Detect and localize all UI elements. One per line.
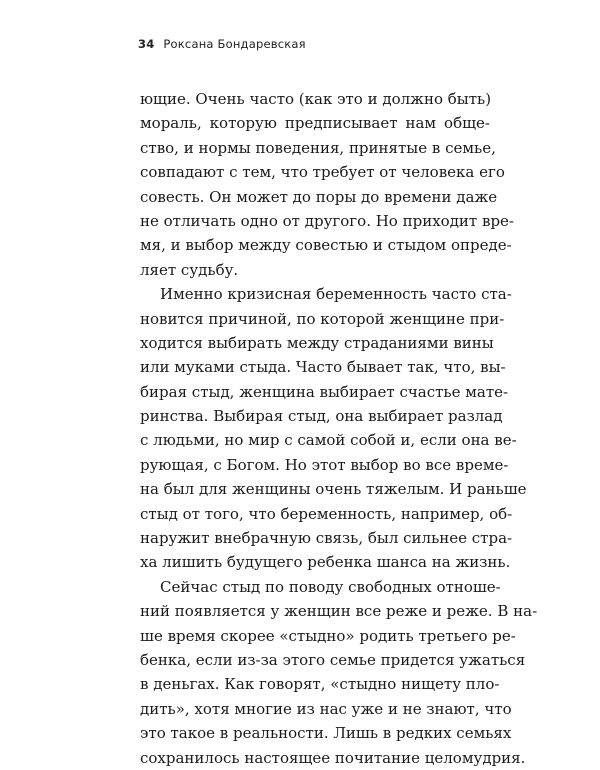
text-line: с людьми, но мир с самой собой и, если она ве- bbox=[140, 431, 517, 450]
text-line: это такое в реальности. Лишь в редких семьях bbox=[140, 724, 512, 743]
running-head bbox=[138, 37, 306, 51]
paragraph-2 bbox=[140, 282, 527, 575]
text-line: наружит внебрачную связь, был сильнее стра- bbox=[140, 529, 513, 548]
text-line: мораль, которую предписывает нам обще- bbox=[140, 114, 490, 133]
text-line: рующая, с Богом. Но этот выбор во все време- bbox=[140, 455, 509, 474]
paragraph-3 bbox=[140, 575, 538, 770]
text-line: мя, и выбор между совестью и стыдом опреде- bbox=[140, 236, 512, 255]
text-line: бирая стыд, женщина выбирает счастье мате- bbox=[140, 382, 509, 401]
text-line: ше время скорее «стыдно» родить третьего ре- bbox=[140, 626, 516, 645]
text-line: ство, и нормы поведения, принятые в семье, bbox=[140, 138, 496, 157]
text-line: совпадают с тем, что требует от человека его bbox=[140, 163, 505, 182]
text-line: новится причиной, по которой женщине при- bbox=[140, 309, 505, 328]
text-line: в деньгах. Как говорят, «стыдно нищету пло- bbox=[140, 675, 500, 694]
text-line: или муками стыда. Часто бывает так, что, вы- bbox=[140, 358, 506, 377]
text-line: ющие. Очень часто (как это и должно быть) bbox=[140, 90, 492, 108]
text-line: Именно кризисная беременность часто ста- bbox=[160, 285, 512, 304]
text-line: ходится выбирать между страданиями вины bbox=[140, 333, 494, 352]
text-line: на был для женщины очень тяжелым. И раньше bbox=[140, 480, 527, 499]
text-line: ринства. Выбирая стыд, она выбирает разлад bbox=[140, 407, 503, 426]
text-line: ха лишить будущего ребенка шанса на жизнь. bbox=[140, 553, 511, 572]
text-line: ний появляется у женщин все реже и реже. В на- bbox=[140, 602, 538, 621]
text-line: стыд от того, что беременность, например, об- bbox=[140, 504, 513, 523]
text-line: сохранилось настоящее почитание целомудрия. bbox=[140, 748, 526, 767]
text-line: бенка, если из-за этого семье придется ужаться bbox=[140, 650, 526, 669]
paragraph-1 bbox=[140, 87, 514, 282]
body-text bbox=[140, 87, 538, 770]
text-line: дить», хотя многие из нас уже и не знают, что bbox=[140, 699, 512, 718]
text-line: Сейчас стыд по поводу свободных отноше- bbox=[160, 577, 501, 596]
page-number: 34 bbox=[138, 37, 155, 51]
text-line: ляет судьбу. bbox=[140, 260, 239, 279]
text-line: не отличать одно от другого. Но приходит вре- bbox=[140, 211, 514, 230]
author-name: Роксана Бондаревская bbox=[163, 37, 306, 51]
text-line: совесть. Он может до поры до времени даже bbox=[140, 187, 498, 206]
